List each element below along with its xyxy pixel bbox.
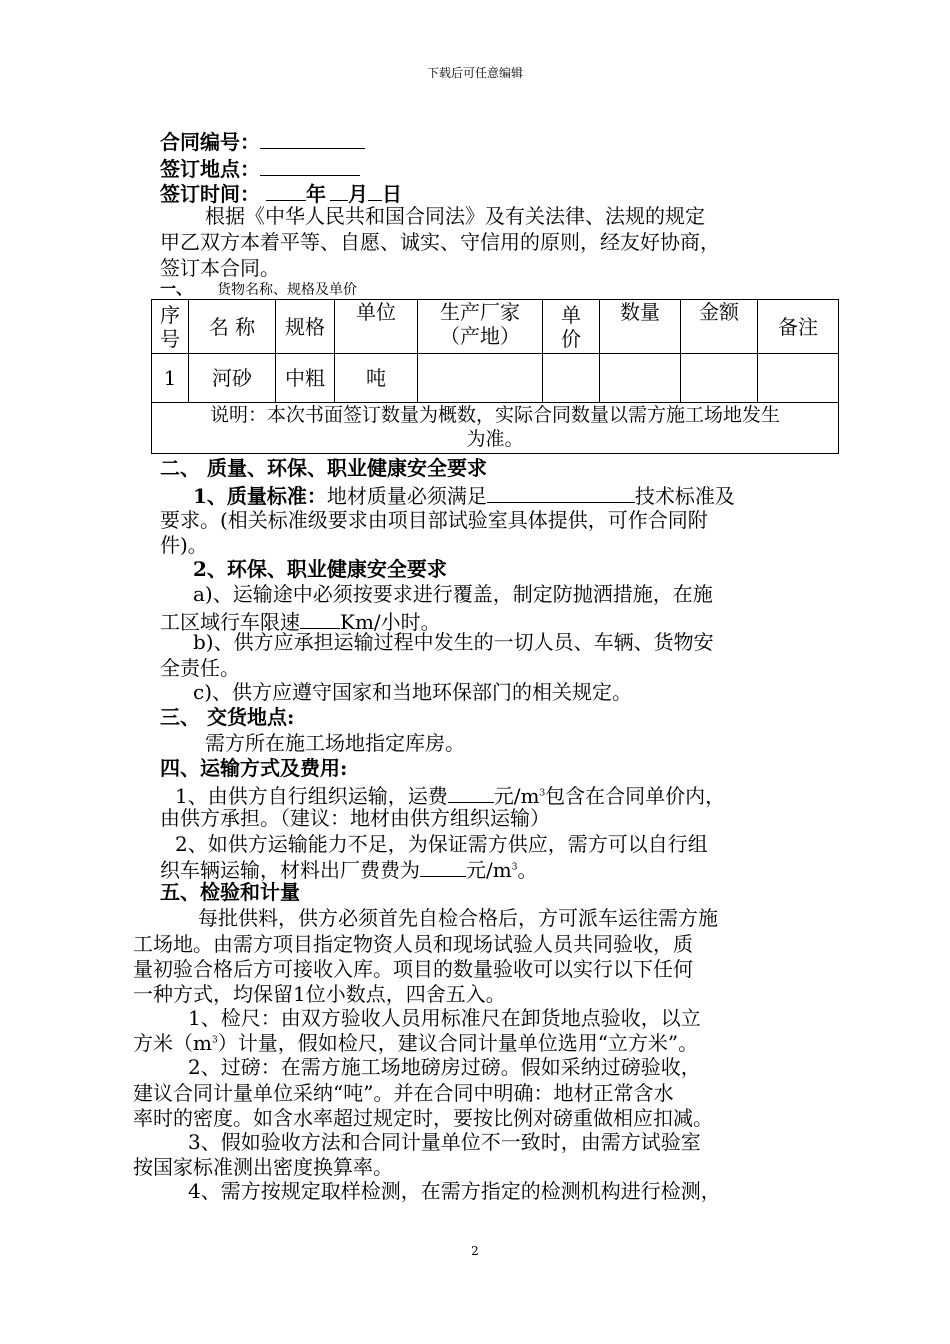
transport-line-2: 由供方承担。（建议：地材由供方组织运输） xyxy=(160,806,550,830)
sign-place-label: 签订地点： xyxy=(160,157,260,181)
section-3-title: 三、 交货地点: xyxy=(160,705,295,729)
year-blank[interactable] xyxy=(266,180,306,201)
day-label: 日 xyxy=(382,182,402,206)
cubic-sup-1: 3 xyxy=(539,788,546,799)
th-maker xyxy=(418,300,543,354)
th-maker-b: （产地） xyxy=(440,324,520,348)
th-name: 名 称 xyxy=(189,300,276,354)
contract-number-blank[interactable] xyxy=(260,128,365,149)
cell-name: 河砂 xyxy=(189,354,276,403)
th-price-b: 价 xyxy=(561,326,581,351)
th-unit: 单位 xyxy=(335,300,418,354)
cell-amount[interactable] xyxy=(681,354,758,403)
speed-unit: Km/小时。 xyxy=(340,610,441,634)
inspection-line-1: 每批供料，供方必须首先自检合格后，方可派车运往需方施 xyxy=(198,906,718,930)
factory-fee-text: 织车辆运输，材料出厂费费为 xyxy=(160,858,420,882)
page-header: 下载后可任意编辑 xyxy=(426,66,523,80)
section-1-title: 货物名称、规格及单价 xyxy=(217,282,357,298)
contract-number-line xyxy=(160,128,365,154)
th-price xyxy=(543,300,600,354)
section-5-title: 五、检验和计量 xyxy=(160,880,300,904)
quality-line-2: 要求。(相关标准级要求由项目部试验室具体提供，可作合同附 xyxy=(160,508,708,532)
day-blank[interactable] xyxy=(368,180,382,201)
cell-price[interactable] xyxy=(543,354,600,403)
intro-line-1: 根据《中华人民共和国合同法》及有关法律、法规的规定 xyxy=(205,204,705,228)
cell-qty[interactable] xyxy=(600,354,681,403)
th-amount: 金额 xyxy=(681,300,758,354)
section-3-text: 需方所在施工场地指定库房。 xyxy=(205,731,465,755)
cell-spec: 中粗 xyxy=(276,354,335,403)
th-remark: 备注 xyxy=(758,300,839,354)
measure-4-line-1: 4、需方按规定取样检测，在需方指定的检测机构进行检测， xyxy=(188,1179,721,1203)
th-seq xyxy=(152,300,189,354)
cubic-sup-2: 3 xyxy=(511,862,518,873)
transport-line-3: 2、如供方运输能力不足，为保证需方供应，需方可以自行组 xyxy=(175,832,708,856)
table-header-row xyxy=(152,300,839,354)
sign-place-blank[interactable] xyxy=(260,155,360,176)
cubic-sup-3: 3 xyxy=(211,1035,218,1046)
table-note-line-2: 为准。 xyxy=(466,428,524,450)
quality-standard-text-b: 技术标准及 xyxy=(634,484,735,508)
item-c-line-1: c)、供方应遵守国家和当地环保部门的相关规定。 xyxy=(193,680,633,704)
cell-unit: 吨 xyxy=(335,354,418,403)
item-b-line-2: 全责任。 xyxy=(160,656,240,680)
quality-standard-blank[interactable] xyxy=(487,482,635,503)
measure-3-line-1: 3、假如验收方法和合同计量单位不一致时，由需方试验室 xyxy=(188,1130,701,1154)
transport-line-1 xyxy=(175,782,725,808)
factory-fee-period: 。 xyxy=(517,858,538,882)
inspection-line-2: 工场地。由需方项目指定物资人员和现场试验人员共同验收，质 xyxy=(133,932,693,956)
measure-1-line-2 xyxy=(133,1031,698,1055)
inspection-line-3: 量初验合格后方可接收入库。项目的数量验收可以实行以下任何 xyxy=(133,957,693,981)
section-2-title: 二、 质量、环保、职业健康安全要求 xyxy=(160,456,487,480)
item-a-line-1: a)、运输途中必须按要求进行覆盖，制定防抛洒措施，在施 xyxy=(193,582,713,606)
factory-fee-blank[interactable] xyxy=(420,856,466,877)
item-b-line-1: b)、供方应承担运输过程中发生的一切人员、车辆、货物安 xyxy=(193,630,714,654)
intro-line-3: 签订本合同。 xyxy=(160,256,280,280)
th-seq-a: 序 xyxy=(160,302,180,327)
transport-text-a: 1、由供方自行组织运输，运费 xyxy=(175,784,448,808)
page-number: 2 xyxy=(471,1244,479,1258)
freight-blank[interactable] xyxy=(448,782,494,803)
year-label: 年 xyxy=(306,182,326,206)
goods-table xyxy=(151,299,839,403)
cell-maker[interactable] xyxy=(418,354,543,403)
inspection-line-4: 一种方式，均保留1位小数点，四舍五入。 xyxy=(133,982,506,1006)
contract-number-label: 合同编号： xyxy=(160,130,260,154)
factory-fee-unit: 元/m xyxy=(466,858,512,882)
table-note xyxy=(151,402,839,454)
section-1-number: 一、 xyxy=(160,279,193,298)
table-note-line-1: 说明：本次书面签订数量为概数，实际合同数量以需方施工场地发生 xyxy=(209,404,780,426)
th-qty: 数量 xyxy=(600,300,681,354)
cell-seq: 1 xyxy=(152,354,189,403)
month-blank[interactable] xyxy=(330,180,348,201)
quality-standard-text-a: 地材质量必须满足 xyxy=(326,484,487,508)
cell-remark[interactable] xyxy=(758,354,839,403)
transport-text-c: 包含在合同单价内， xyxy=(545,784,726,808)
transport-line-4 xyxy=(160,856,537,882)
th-price-a: 单 xyxy=(561,302,581,327)
measure-1-text-b: ）计量，假如检尺，建议合同计量单位选用“立方米”。 xyxy=(217,1031,699,1055)
intro-line-2: 甲乙双方本着平等、自愿、诚实、守信用的原则，经友好协商， xyxy=(160,230,720,254)
table-row xyxy=(152,354,839,403)
quality-standard-label: 1、质量标准： xyxy=(193,484,327,508)
env-safety-title: 2、环保、职业健康安全要求 xyxy=(193,557,447,581)
measure-1-text-a: 方米（m xyxy=(133,1031,212,1055)
measure-1-line-1: 1、检尺：由双方验收人员用标准尺在卸货地点验收，以立 xyxy=(188,1006,701,1030)
th-spec: 规格 xyxy=(276,300,335,354)
speed-limit-blank[interactable] xyxy=(300,608,340,629)
sign-time-line xyxy=(160,180,402,206)
sign-place-line xyxy=(160,155,360,181)
freight-unit: 元/m xyxy=(493,784,540,808)
measure-2-line-1: 2、过磅：在需方施工场地磅房过磅。假如采纳过磅验收， xyxy=(188,1055,701,1079)
measure-3-line-2: 按国家标准测出密度换算率。 xyxy=(133,1155,393,1179)
measure-2-line-3: 率时的密度。如含水率超过规定时，要按比例对磅重做相应扣减。 xyxy=(133,1106,713,1130)
measure-2-line-2: 建议合同计量单位采纳“吨”。并在合同中明确：地材正常含水 xyxy=(133,1081,674,1105)
month-label: 月 xyxy=(348,182,368,206)
item-a-line-2-text: 工区域行车限速 xyxy=(160,610,300,634)
section-4-title: 四、运输方式及费用: xyxy=(160,756,348,780)
quality-standard-line xyxy=(193,482,735,508)
sign-time-label: 签订时间： xyxy=(160,182,260,206)
quality-line-3: 件)。 xyxy=(160,533,208,557)
th-maker-a: 生产厂家 xyxy=(440,300,520,324)
th-seq-b: 号 xyxy=(160,326,180,351)
